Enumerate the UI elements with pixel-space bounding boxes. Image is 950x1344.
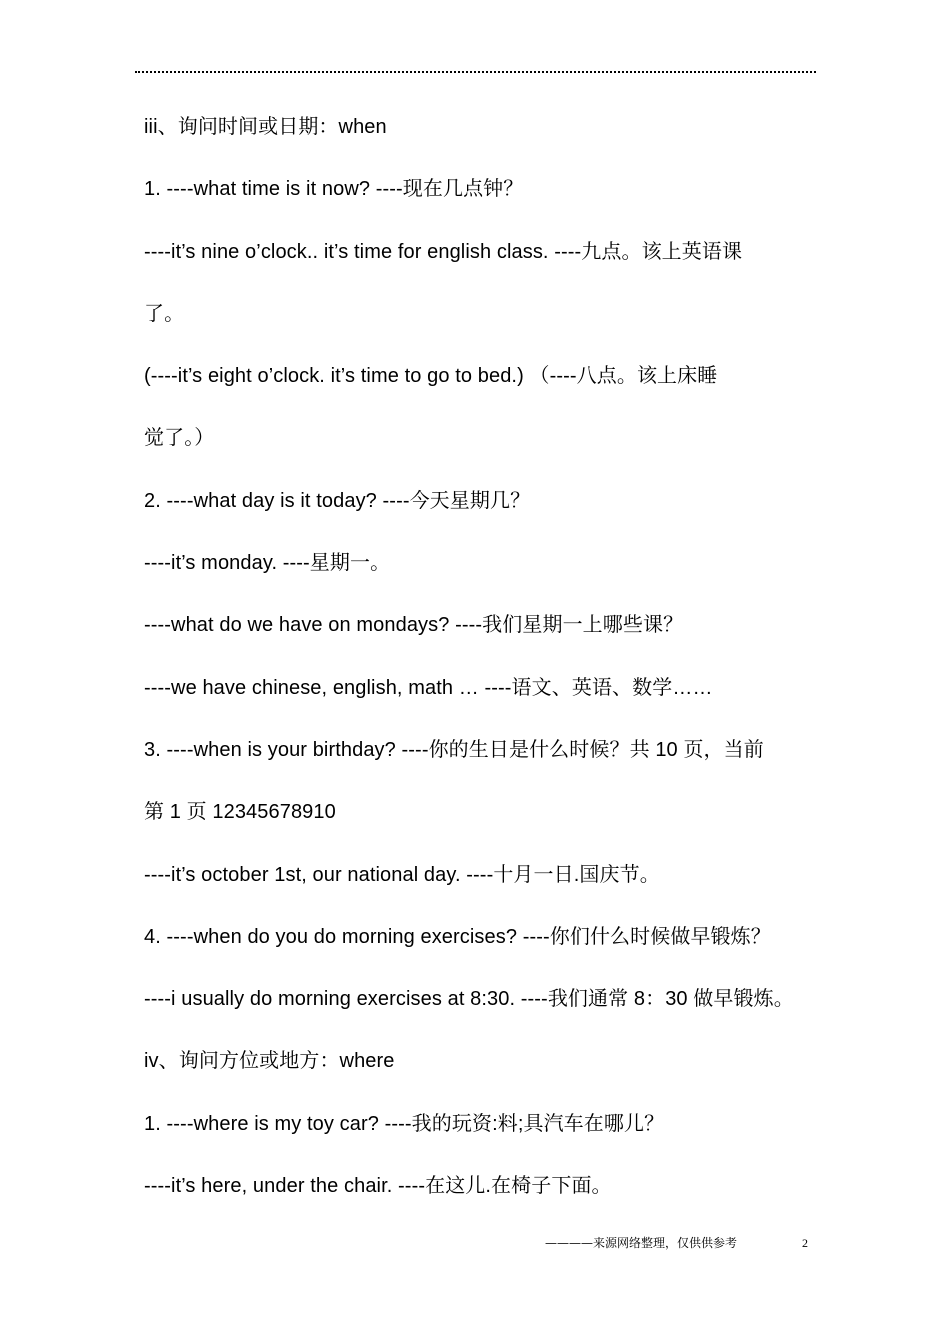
text-line: 了。 <box>144 302 185 325</box>
page-content <box>144 96 816 1217</box>
section-heading-when: iii、询问时间或日期：when <box>144 116 387 138</box>
text-line: 觉了。） <box>144 427 215 450</box>
footer-source-note: ————来源网络整理，仅供供参考 <box>545 1236 738 1250</box>
text-line: 2. ----what day is it today? ----今天星期几？ <box>144 489 531 512</box>
text-line: 第 1 页 12345678910 <box>144 801 336 824</box>
text-line: ----what do we have on mondays? ----我们星期一上哪些课？ <box>144 614 684 637</box>
header-rule <box>135 71 816 73</box>
text-line: 1. ----what time is it now? ----现在几点钟？ <box>144 178 524 201</box>
text-line: ----it’s october 1st, our national day. ----十月一日.国庆节。 <box>144 863 660 886</box>
text-line: 1. ----where is my toy car? ----我的玩资:料;具汽车在哪儿？ <box>144 1112 665 1135</box>
text-line: ----i usually do morning exercises at 8:30. ----我们通常 8：30 做早锻炼。 <box>144 988 794 1011</box>
text-line: ----it’s monday. ----星期一。 <box>144 552 391 575</box>
text-line: (----it’s eight o’clock. it’s time to go to bed.) （----八点。该上床睡 <box>144 365 718 388</box>
text-line: ----we have chinese, english, math … ----语文、英语、数学…… <box>144 676 713 699</box>
text-line: 4. ----when do you do morning exercises? ----你们什么时候做早锻炼？ <box>144 925 771 948</box>
page-number: 2 <box>802 1236 808 1250</box>
section-heading-where: iv、询问方位或地方：where <box>144 1050 395 1073</box>
page-footer <box>500 1231 812 1255</box>
text-line: 3. ----when is your birthday? ----你的生日是什么时候？共 10 页，当前 <box>144 738 764 761</box>
text-line: ----it’s here, under the chair. ----在这儿.在椅子下面。 <box>144 1175 612 1198</box>
text-line: ----it’s nine o’clock.. it’s time for english class. ----九点。该上英语课 <box>144 240 743 263</box>
